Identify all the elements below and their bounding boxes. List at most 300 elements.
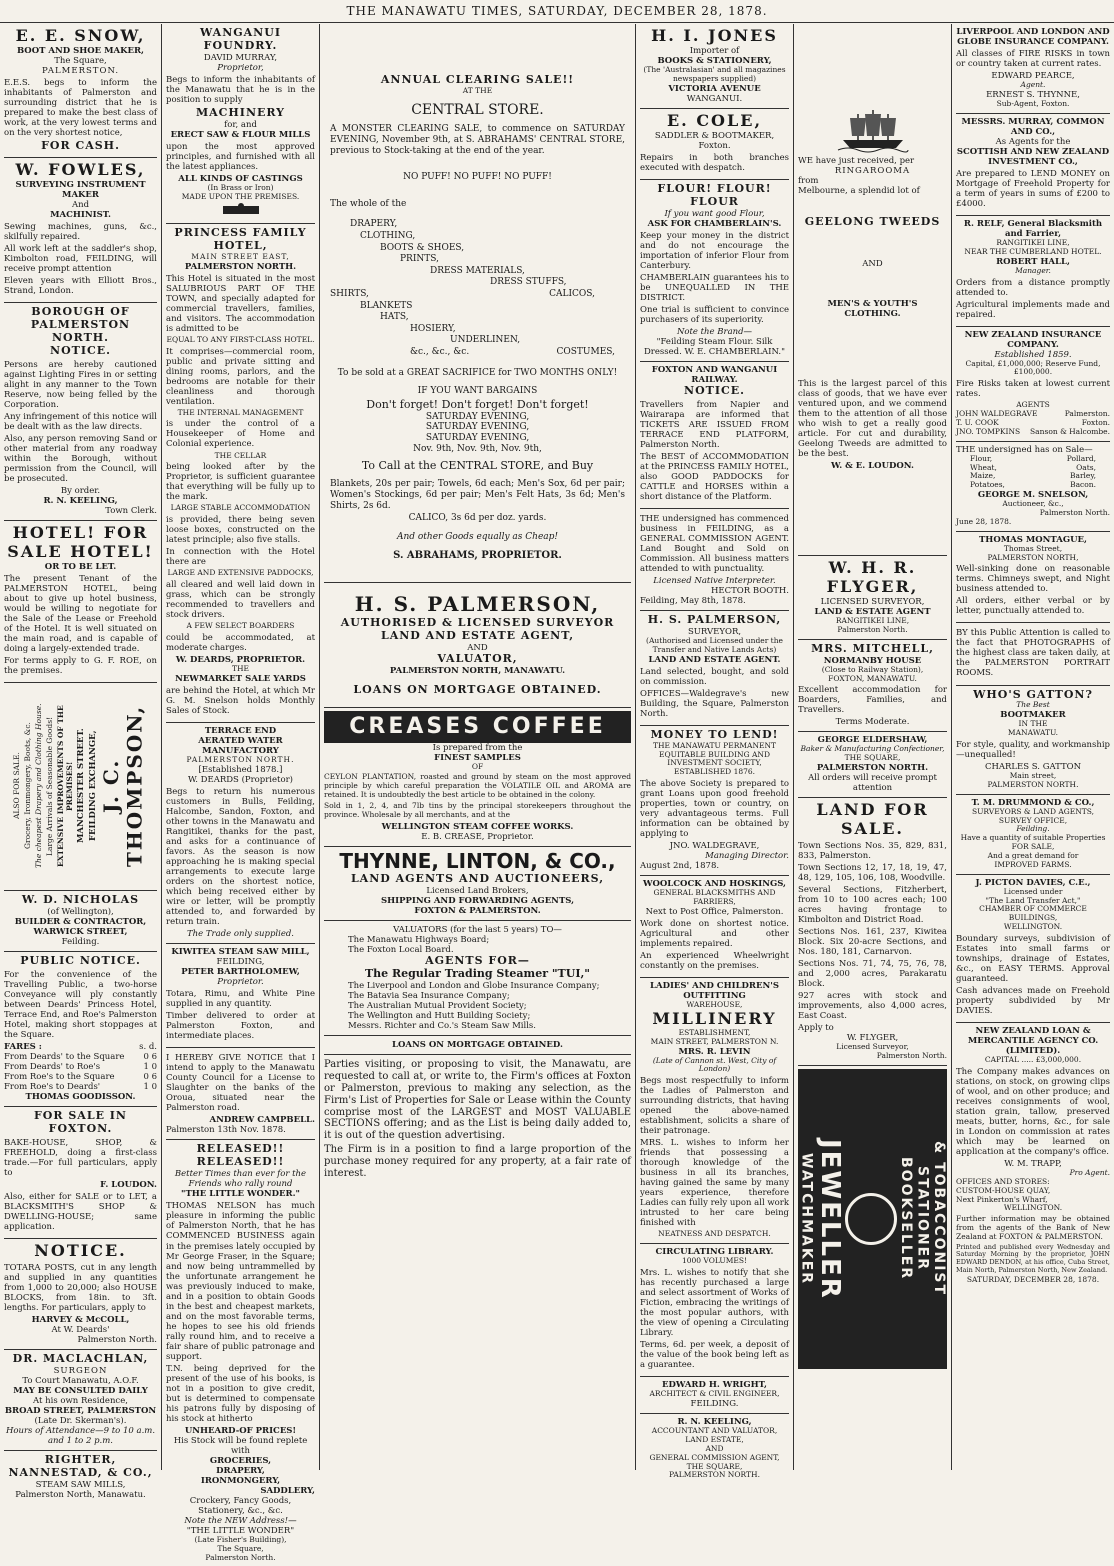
- ad-title: WHO'S GATTON?: [973, 687, 1093, 701]
- ad-town: PALMERSTON NORTH,: [987, 552, 1079, 562]
- goods-item: PRINTS,: [400, 254, 439, 265]
- fare-d: 6: [151, 1072, 157, 1083]
- ad-text: Crockery, Fancy Goods, Stationery, &c., &c.: [189, 1495, 292, 1516]
- fare-label: From Deards' to the Square: [4, 1052, 125, 1063]
- ad-text: Capital, £1,000,000; Reserve Fund, £100,000.: [965, 358, 1101, 377]
- ad-text: At his own Residence,: [33, 1396, 128, 1407]
- ad-subtitle: MILLINERY: [652, 1008, 777, 1028]
- ad-subtitle: OR TO BE LET.: [44, 561, 117, 572]
- ad-town: PALMERSTON.: [41, 65, 120, 76]
- ad-text: FOXTON & PALMERSTON.: [414, 906, 541, 917]
- ad-subtitle: LAND AND ESTATE AGENT,: [380, 628, 575, 642]
- ad-text: GENERAL COMMISSION AGENT,: [649, 1452, 780, 1462]
- ad-address: Main street,: [1009, 771, 1057, 781]
- ad-signature: EDWARD PEARCE,: [991, 71, 1075, 82]
- ad-text: MADE UPON THE PREMISES.: [181, 191, 300, 201]
- ad-address: MAIN STREET, PALMERSTON N.: [650, 1036, 779, 1046]
- agent-row: [956, 428, 1110, 437]
- ad-title: PUBLIC NOTICE.: [20, 954, 141, 968]
- ad-title: H. I. JONES: [651, 26, 778, 45]
- ad-title: LAND FOR SALE.: [816, 800, 929, 839]
- ad-subtitle: AERATED WATER MANUFACTORY: [198, 736, 283, 757]
- ad-body: In connection with the Hotel there are: [166, 547, 315, 568]
- ad-keeling: [640, 1414, 789, 1484]
- ad-murray-common: [956, 114, 1110, 216]
- fare-row: [4, 1062, 157, 1072]
- ad-text: Note the NEW Address!—: [184, 1515, 297, 1526]
- ad-mitchell: [798, 640, 947, 733]
- ad-signature: CHARLES S. GATTON: [984, 762, 1082, 773]
- fare-d: 6: [151, 1052, 157, 1063]
- ad-title: FOR SALE IN FOXTON.: [34, 1109, 127, 1136]
- ad-title: DR. MACLACHLAN,: [12, 1352, 149, 1366]
- ad-body: could be accommodated, at moderate charges.: [166, 633, 315, 654]
- fare-s: 0: [143, 1072, 149, 1083]
- ad-palmerson-surveyor: [640, 611, 789, 726]
- ad-body: Blankets, 20s per pair; Towels, 6d each; Men's Sox, 6d per pair; Women's Stockings, 6d per pair; Men's Felt Hats, 3s 6d; Men's Shirts, 2s 6d.: [330, 479, 625, 511]
- ad-text: To Call at the CENTRAL STORE, and Buy: [361, 459, 594, 473]
- ad-town: Palmerston North.: [1039, 507, 1110, 517]
- fare-row: [4, 1072, 157, 1082]
- ad-body: Land selected, bought, and sold on commission.: [640, 666, 789, 687]
- ad-town: PALMERSTON NORTH.: [987, 779, 1079, 789]
- agent-place: Sanson & Halcombe.: [1030, 426, 1110, 436]
- ad-title: WANGANUI FOUNDRY.: [200, 26, 281, 52]
- ad-booth: [640, 509, 789, 611]
- ad-owner: MRS. R. LEVIN: [678, 1046, 751, 1057]
- ad-signature: W. DEARDS, PROPRIETOR.: [175, 655, 306, 666]
- ad-text: Licensed Land Brokers,: [426, 886, 529, 897]
- sale-item: Barley,: [1069, 471, 1096, 481]
- ad-text: And a great demand for: [987, 850, 1079, 860]
- ad-central-store: [324, 24, 631, 583]
- ad-text: As Agents for the: [995, 136, 1071, 147]
- ad-text: Nov. 9th, Nov. 9th, Nov. 9th,: [413, 443, 542, 454]
- ad-text: AND: [705, 1443, 724, 1453]
- ad-town: Foxton.: [698, 140, 731, 151]
- ad-town: Feilding.: [61, 937, 100, 948]
- ad-date: August 2nd, 1878.: [640, 861, 720, 872]
- ad-text: ESTABLISHED 1876.: [673, 767, 756, 777]
- ad-body: Eleven years with Elliott Bros., Strand, London.: [4, 276, 157, 297]
- ad-town: PALMERSTON NORTH.: [669, 1470, 760, 1480]
- ad-role: Agent.: [1020, 80, 1046, 90]
- ad-snelson: [956, 442, 1110, 532]
- ad-text: AND: [862, 259, 883, 270]
- masthead: THE MANAWATU TIMES, SATURDAY, DECEMBER 28, 1878.: [0, 0, 1114, 23]
- agent-name: JOHN WALDEGRAVE: [956, 409, 1038, 419]
- fare-s: 1: [143, 1082, 149, 1093]
- ad-title: H. S. PALMERSON,: [647, 613, 782, 627]
- ad-body: All orders, either verbal or by letter, punctually attended to.: [956, 596, 1110, 617]
- fare-row: [4, 1052, 157, 1062]
- ad-subtitle: THE MANAWATU PERMANENT EQUITABLE BUILDING AND INVESTMENT SOCIETY,: [652, 740, 777, 768]
- ad-text: Next Pinkerton's Wharf,: [956, 1194, 1048, 1204]
- ad-text: (Close to Railway Station),: [821, 664, 924, 674]
- ad-text: "THE LITTLE WONDER.": [181, 1189, 300, 1200]
- ad-foxton-sale: [4, 1107, 157, 1239]
- ad-nz-loan: [956, 1023, 1110, 1289]
- ad-body: Excellent accommodation for Boarders, Families, and Travellers.: [798, 685, 947, 716]
- ad-signature: W. FLYGER,: [846, 1033, 899, 1044]
- ad-role: Auctioneer, &c.,: [1002, 499, 1064, 509]
- ad-text: Palmerston North.: [205, 1552, 276, 1562]
- ad-text: To Court Manawatu, A.O.F.: [22, 1376, 139, 1387]
- ad-righter: [4, 1451, 157, 1504]
- goods-list: [330, 219, 625, 357]
- ad-body: Sold in 1, 2, 4, and 7lb tins by the principal storekeepers throughout the province. Wholesale by all merchants, and at the: [324, 800, 631, 819]
- ad-text: RINGAROOMA: [834, 166, 911, 177]
- ad-liverpool: [956, 24, 1110, 114]
- ad-text: FEILDING EXCHANGE,: [88, 730, 99, 842]
- ad-text: Don't forget! Don't forget! Don't forget!: [366, 397, 589, 411]
- ad-body: It comprises—commercial room, public and private sitting and dining rooms, parlors, and the bedrooms are notable for their cleanliness and thorough ventilation.: [166, 346, 315, 407]
- ad-body: Timber delivered to order at Palmerston Foxton, and intermediate places.: [166, 1011, 315, 1042]
- ad-body: BAKE-HOUSE, SHOP, & FREEHOLD, doing a first-class trade.—For full particulars, apply to: [4, 1138, 157, 1179]
- ad-body: MRS. L. wishes to inform her friends that possessing a thorough knowledge of the business in all its branches, having gained the same by many years experience, therefore Ladies can fully rely upon all work intrusted to her care being finished with: [640, 1138, 789, 1229]
- ad-title: NEW ZEALAND INSURANCE COMPANY.: [964, 329, 1102, 350]
- ad-town: PALMERSTON NORTH, MANAWATU.: [389, 665, 566, 676]
- ad-tail: FOR CASH.: [41, 139, 120, 153]
- ad-title: MESSRS. MURRAY, COMMON AND CO.,: [961, 116, 1105, 137]
- ad-gatton: [956, 686, 1110, 795]
- ad-text: (Late Dr. Skerman's).: [34, 1416, 127, 1427]
- ad-title: R. N. KEELING,: [677, 1417, 752, 1428]
- agent-place: Palmerston.: [1064, 409, 1110, 419]
- ad-signature: ANDREW CAMPBELL.: [209, 1115, 315, 1126]
- ad-body: CHAMBERLAIN guarantees his to be UNEQUALLED IN THE DISTRICT.: [640, 272, 789, 303]
- ad-date: Palmerston 13th Nov. 1878.: [166, 1125, 286, 1136]
- ad-body: all cleared and well laid down in grass, which can be strongly recommended to travellers and stock drivers.: [166, 580, 315, 621]
- ad-text: DRAPERY,: [216, 1465, 265, 1476]
- ad-subtitle: OUTFITTING: [683, 991, 746, 1002]
- ad-text: SATURDAY EVENING,: [425, 411, 530, 422]
- ad-body: THE undersigned has commenced business in FEILDING, as a GENERAL COMMISSION AGENT. Land Bought and Sold on Commission. All business matters attended to with punctuality.: [640, 513, 789, 574]
- ad-title: LADIES' AND CHILDREN'S: [650, 981, 779, 992]
- ad-text: OF: [471, 761, 484, 771]
- ad-text: Better Times than ever for the Friends who rally round: [174, 1169, 307, 1190]
- goods-item: DRESS MATERIALS,: [430, 265, 525, 276]
- ad-text: CALICO, 3s 6d per doz. yards.: [408, 513, 547, 524]
- ad-text: SATURDAY EVENING,: [425, 422, 530, 433]
- sale-item: Bacon.: [1070, 480, 1096, 490]
- ad-body: Town Sections Nos. 35, 829, 831, 833, Palmerston.: [798, 840, 947, 861]
- ad-text: LOANS ON MORTGAGE OBTAINED.: [392, 1040, 563, 1051]
- ad-signature: E. B. CREASE, Proprietor.: [421, 831, 534, 842]
- ad-signature: W. DEARDS (Proprietor): [188, 774, 293, 785]
- ad-body: Mrs. L. wishes to notify that she has recently purchased a large and select assortment of Works of Fiction, embracing the writings of the most popular authors, with the view of opening a Circulating Library.: [640, 1268, 789, 1339]
- ad-title: BOROUGH OF PALMERSTON NORTH.: [30, 305, 131, 344]
- ad-text: (In Brass or Iron): [207, 183, 274, 193]
- ad-text: THE: [231, 664, 250, 674]
- fare-d: 0: [151, 1062, 157, 1073]
- ad-text: CUSTOM-HOUSE QUAY,: [956, 1185, 1051, 1195]
- ad-text: for, and: [224, 119, 257, 130]
- ad-title: R. RELF, General Blacksmith and Farrier,: [963, 218, 1103, 239]
- ad-body: E.E.S. begs to inform the inhabitants of Palmerston and surrounding district that he is prepared to make the best class of work, at the very lowest terms and on the very shortest notice,: [4, 77, 157, 138]
- ad-subtitle: SURVEYING INSTRUMENT MAKER: [15, 179, 146, 200]
- ad-text: THE CELLAR: [214, 450, 267, 460]
- ad-text: FOR SALE,: [1011, 842, 1055, 852]
- goods-item: HOSIERY,: [410, 323, 456, 334]
- ad-signature: ROBERT HALL,: [996, 256, 1070, 267]
- ad-text: "THE LITTLE WONDER": [186, 1525, 295, 1536]
- ad-address: RANGITIKEI LINE,: [996, 237, 1070, 247]
- sale-item: Oats,: [1076, 462, 1096, 472]
- agency-item: The Australian Mutual Provident Society;: [348, 1001, 527, 1012]
- ad-text: EQUAL TO ANY FIRST-CLASS HOTEL.: [166, 334, 315, 344]
- ad-text: Terms Moderate.: [835, 717, 910, 728]
- ad-text: ASK FOR CHAMBERLAIN'S.: [647, 218, 782, 229]
- ad-text: ALSO FOR SALE.: [12, 752, 22, 820]
- column-2: [162, 24, 320, 1562]
- ad-title: MEN'S & YOUTH'S CLOTHING.: [827, 299, 918, 320]
- ad-body: Sections Nos. 71, 74, 75, 76, 78, and 2,000 acres, Parakaratu Block.: [798, 959, 947, 990]
- ad-text: IRONMONGERY,: [200, 1475, 281, 1486]
- ad-title: E. COLE,: [666, 110, 763, 130]
- ad-text: IN THE: [1018, 719, 1048, 729]
- ad-subtitle: NORMANBY HOUSE: [823, 655, 922, 666]
- goods-item: COSTUMES,: [556, 347, 615, 358]
- ad-text: Established 1859.: [994, 349, 1072, 360]
- ad-town: FEILDING.: [690, 1399, 739, 1410]
- ad-text: GROCERIES,: [209, 1455, 272, 1466]
- ad-body: are behind the Hotel, at which Mr G. M. Snelson holds Monthly Sales of Stock.: [166, 685, 315, 717]
- ad-text: WELLINGTON STEAM COFFEE WORKS.: [381, 821, 574, 832]
- ad-text: All orders will receive prompt attention: [808, 773, 937, 794]
- ad-text: FOXTON, MANAWATU.: [828, 673, 917, 683]
- ad-text: Is prepared from the: [432, 742, 523, 753]
- ad-town: PALMERSTON NORTH.: [186, 755, 295, 765]
- ad-body: Orders from a distance promptly attended to.: [956, 277, 1110, 298]
- ad-text: Melbourne, a splendid lot of: [798, 186, 920, 197]
- ad-text: AT THE: [462, 85, 493, 95]
- fare-label: From Deards' to Roe's: [4, 1062, 101, 1073]
- ad-subtitle: AUTHORISED & LICENSED SURVEYOR: [340, 615, 615, 629]
- ad-montague: [956, 532, 1110, 624]
- ad-crease-coffee: [324, 708, 631, 847]
- ad-railway: [640, 362, 789, 509]
- column-6: [952, 24, 1114, 1470]
- ad-body: An experienced Wheelwright constantly on the premises.: [640, 951, 789, 972]
- ad-text: The Square,: [217, 1543, 264, 1553]
- ad-text: FARES :: [4, 1042, 42, 1053]
- ad-text: Licensed Native Interpreter.: [653, 575, 776, 586]
- ad-body: being looked after by the Proprietor, is sufficient guarantee that everything will be fully up to the mark.: [166, 462, 315, 503]
- ad-photographs: [956, 623, 1110, 685]
- ad-body: is provided, there being seven loose boxes, constructed on the latest principle; also five stalls.: [166, 515, 315, 546]
- ad-flour: [640, 180, 789, 362]
- ad-title: W. D. NICHOLAS: [21, 893, 140, 907]
- ad-title: GEORGE ELDERSHAW,: [817, 735, 928, 746]
- ad-title: KIWITEA STEAM SAW MILL,: [171, 947, 310, 958]
- ad-text: EXTENSIVE IMPROVEMENTS OF THE PREMISES!: [55, 705, 74, 867]
- ad-text: If you want good Flour,: [664, 208, 765, 219]
- ad-text: The Regular Trading Steamer "TUI,": [364, 967, 591, 981]
- agent-name: JNO. TOMPKINS: [956, 426, 1021, 436]
- ad-body: Sections Nos. 161, 237, Kiwitea Block. Six 20-acre Sections, and Nos. 180, 181, Carnarvon.: [798, 927, 947, 958]
- ad-text: Large Arrivals of Seasonable Goods!: [44, 716, 54, 856]
- ad-ladies: [640, 978, 789, 1244]
- ad-text: IMPROVED FARMS.: [994, 859, 1072, 869]
- ad-text: (Authorised and Licensed under the Transfer and Native Lands Acts): [646, 636, 783, 654]
- ad-address: Next to Post Office, Palmerston.: [645, 906, 784, 917]
- ad-signature: W. M. TRAPP,: [1004, 1159, 1062, 1170]
- ad-signature: GEORGE M. SNELSON,: [977, 490, 1089, 501]
- ad-text: AGENTS: [1016, 400, 1050, 410]
- sale-item: Flour,: [970, 453, 993, 463]
- ad-body: Town Sections 12, 17, 18, 19, 47, 48, 129, 105, 106, 108, Woodville.: [798, 862, 947, 883]
- ad-released: [166, 1140, 315, 1566]
- ad-body: A MONSTER CLEARING SALE, to commence on SATURDAY EVENING, November 9th, at S. ABRAHAMS' CENTRAL STORE, previous to Stock-taking at the end of the year.: [330, 124, 625, 156]
- ad-text: A FEW SELECT BOARDERS: [186, 621, 295, 631]
- goods-item: SHIRTS,: [330, 289, 369, 300]
- sale-item: Wheat,: [970, 462, 997, 472]
- ad-signature: HECTOR BOOTH.: [711, 585, 789, 596]
- ad-title: W. FOWLES,: [15, 159, 146, 179]
- ad-date: June 28, 1878.: [956, 516, 1012, 526]
- ad-hotel-sale: [4, 521, 157, 683]
- ad-body: For terms apply to G. F. ROE, on the premises.: [4, 656, 157, 677]
- ad-signature: F. LOUDON.: [100, 1180, 157, 1191]
- ad-cole: [640, 109, 789, 180]
- ad-body: Also, either for SALE or to LET, a BLACKSMITH'S SHOP & DWELLING-HOUSE; same application.: [4, 1192, 157, 1233]
- ad-text: Licensed under: [1003, 886, 1063, 896]
- column-5: [794, 24, 952, 1470]
- watchmaker-panel: [798, 1069, 947, 1369]
- ad-text: SURVEY OFFICE,: [998, 815, 1068, 825]
- ad-text: MACHINERY: [195, 106, 286, 120]
- ad-text: WAREHOUSE,: [686, 1000, 743, 1010]
- ad-body: The Company makes advances on stations, on stock, on growing clips of wool, and on other produce; and receives consignments of wool, station grain, tallow, preserved meats, butter, horns, &c., for sale in London on commission at rates which may be learned on application at the company's office.: [956, 1066, 1110, 1158]
- ad-text: And other Goods equally as Cheap!: [396, 531, 559, 542]
- ad-thynne-linton: [324, 847, 631, 1186]
- sale-item: Pollard,: [1066, 453, 1096, 463]
- ad-body: I HEREBY GIVE NOTICE that I intend to apply to the Manawatu County Council for a License to Slaughter on the banks of the Oroua, situated near the Palmerston road.: [166, 1053, 315, 1114]
- ad-subtitle: MACHINIST.: [50, 209, 111, 220]
- ad-body: Several Sections, Fitzherbert, from 10 to 100 acres each; 100 acres having frontage to Kimbolton and District Road.: [798, 884, 947, 926]
- ad-public-notice: [4, 952, 157, 1107]
- ad-text: ALL KINDS OF CASTINGS: [178, 174, 303, 185]
- ad-text: AGENTS FOR—: [425, 954, 530, 968]
- sailing-ship-icon: [838, 108, 908, 152]
- ad-owner: PETER BARTHOLOMEW,: [181, 967, 300, 978]
- ad-text: Town Clerk.: [105, 506, 157, 517]
- ad-body: THOMAS NELSON has much pleasure in informing the public of Palmerston North, that he has COMMENCED BUSINESS again in the premises lately occupied by Mr George Fraser, in the Square; and now being untrammelled by the unfortunate arrangement he was previously induced to make, and in a position to obtain Goods in the best and cheapest markets, and on the most favorable terms, he hopes to see his old friends rally round him, and to receive a fair share of public patronage and support.: [166, 1201, 315, 1362]
- ad-nz-insurance: [956, 327, 1110, 442]
- ad-text: ERECT SAW & FLOUR MILLS: [170, 130, 311, 140]
- fare-d: 0: [151, 1082, 157, 1093]
- agency-item: The Manawatu Highways Board;: [348, 935, 490, 946]
- ad-subtitle: BUILDER & CONTRACTOR,: [14, 917, 147, 928]
- ad-subtitle: STEAM SAW MILLS,: [35, 1480, 126, 1491]
- ad-signature: R. N. KEELING,: [43, 496, 118, 507]
- goods-item: &c., &c., &c.: [410, 347, 470, 358]
- ad-jones: [640, 24, 789, 109]
- ad-borough: [4, 303, 157, 521]
- ad-wright: [640, 1377, 789, 1414]
- fare-s: 0: [143, 1052, 149, 1063]
- ad-text: SHIPPING AND FORWARDING AGENTS,: [380, 896, 575, 907]
- ad-text: from: [798, 176, 819, 187]
- ad-role: Proprietor.: [217, 977, 264, 988]
- ad-town: WELLINGTON.: [1003, 922, 1063, 932]
- ad-signature: S. ABRAHAMS, PROPRIETOR.: [393, 550, 562, 562]
- ad-text: His Stock will be found replete with: [173, 1435, 308, 1456]
- ad-town: PALMERSTON NORTH.: [184, 261, 297, 272]
- agent-name: T. U. COOK: [956, 418, 999, 428]
- ad-body: Begs most respectfully to inform the Ladies of Palmerston and surrounding districts, that having opened the above-named establishment, solicits a share of their patronage.: [640, 1076, 789, 1137]
- ad-subtitle: VALUATOR,: [437, 651, 518, 665]
- ad-text: WE have just received, per: [798, 156, 915, 166]
- ad-body: All work left at the saddler's shop, Kimbolton road, FEILDING, will receive prompt attention: [4, 243, 157, 274]
- ad-text: "The Land Transfer Act,": [985, 895, 1081, 905]
- ad-date: Feilding, May 8th, 1878.: [640, 596, 746, 606]
- ad-title: THOMAS MONTAGUE,: [978, 534, 1087, 545]
- ad-subtitle: ACCOUNTANT AND VALUATOR,: [651, 1426, 778, 1436]
- fare-label: From Roe's to the Square: [4, 1072, 115, 1083]
- ad-body: BY this Public Attention is called to the fact that PHOTOGRAPHS of the highest class are taken daily, at the PALMERSTON PORTRAIT ROOMS.: [956, 628, 1110, 679]
- ad-town: WELLINGTON.: [1003, 1203, 1063, 1213]
- ad-role: Manager.: [1015, 265, 1051, 275]
- ad-title: FLOUR! FLOUR! FLOUR: [657, 181, 772, 208]
- ad-title: THYNNE, LINTON, & CO.,: [339, 848, 616, 873]
- ad-body: One trial is sufficient to convince purchasers of its superiority.: [640, 304, 789, 325]
- ad-text: (Late of Cannon st. West, City of London): [652, 1055, 777, 1074]
- column-1: [0, 24, 162, 1501]
- column-3: [320, 24, 636, 1470]
- ad-text: NEWMARKET SALE YARDS: [175, 673, 306, 684]
- ad-text: The Best: [1016, 700, 1050, 710]
- goods-item: BOOTS & SHOES,: [380, 242, 465, 253]
- ad-address: RANGITIKEI LINE,: [835, 616, 910, 625]
- imprint-date: SATURDAY, DECEMBER 28, 1878.: [966, 1275, 1100, 1285]
- column-4: [636, 24, 794, 1480]
- fare-label: From Roe's to Deards': [4, 1082, 101, 1093]
- ad-body: The Firm is in a position to find a large proportion of the purchase money required for any property, at a fair rate of interest.: [324, 1143, 631, 1179]
- imprint: Printed and published every Wednesday and Saturday Morning by the proprietor, JOHN EDWARD DENDON, at his office, Cuba Street, Main North, Palmerston North, New Zealand.: [956, 1242, 1110, 1274]
- ad-text: SADDLERY,: [260, 1485, 315, 1496]
- ad-signature: W. & E. LOUDON.: [831, 461, 914, 472]
- ad-woolcock: [640, 876, 789, 978]
- ad-body: This is the largest parcel of this class of goods, that we have ever ventured upon, and we commend them to the attention of all those who wish to get a really good article. For cut and durability, Geelong Tweeds are admitted to be the best.: [798, 379, 947, 460]
- ad-text: BROAD STREET, PALMERSTON: [4, 1406, 157, 1417]
- ad-text: MANAWATU.: [1007, 728, 1059, 738]
- ad-princess-hotel: [166, 224, 315, 723]
- ad-flyger: [798, 556, 947, 639]
- ad-title: EDWARD H. WRIGHT,: [661, 1380, 768, 1391]
- ad-kiwitea: [166, 944, 315, 1048]
- ad-text: And: [71, 199, 90, 210]
- ad-role: Pro Agent.: [1069, 1168, 1110, 1178]
- ad-text: Importer of: [689, 45, 740, 56]
- ad-body: CEYLON PLANTATION, roasted and ground by steam on the most approved principle by which careful preparation the VOLATILE OIL and AROMA are retained. It is undoubtedly the best article to be obtained in the colony.: [324, 772, 631, 800]
- ad-body: Work done on shortest notice. Agricultural and other implements repaired.: [640, 918, 789, 950]
- ad-thompson: [4, 683, 157, 891]
- ad-snow: [4, 24, 157, 158]
- ad-body: TOTARA POSTS, cut in any length and supplied in any quantities from 1,000 to 20,000; also HOUSE BLOCKS, from 18in. to 3ft. lengths. For particulars, apply to: [4, 1263, 157, 1314]
- ad-body: Repairs in both branches executed with despatch.: [640, 152, 789, 173]
- ad-address: THE SQUARE,: [686, 1461, 743, 1471]
- ad-maclachlan: [4, 1350, 157, 1451]
- ad-text: Hours of Attendance—9 to 10 a.m. and 1 to 2 p.m.: [5, 1426, 156, 1447]
- ad-title: FOXTON AND WANGANUI RAILWAY.: [651, 364, 778, 385]
- ad-body: Travellers from Napier and Wairarapa are informed that TICKETS ARE ISSUED FROM TERRACE END PLATFORM, Palmerston North.: [640, 399, 789, 450]
- ad-wanganui-foundry: [166, 24, 315, 224]
- goods-item: BLANKETS: [360, 300, 413, 311]
- ad-subtitle: SURGEON: [53, 1366, 108, 1377]
- ad-text: UNHEARD-OF PRICES!: [184, 1425, 297, 1436]
